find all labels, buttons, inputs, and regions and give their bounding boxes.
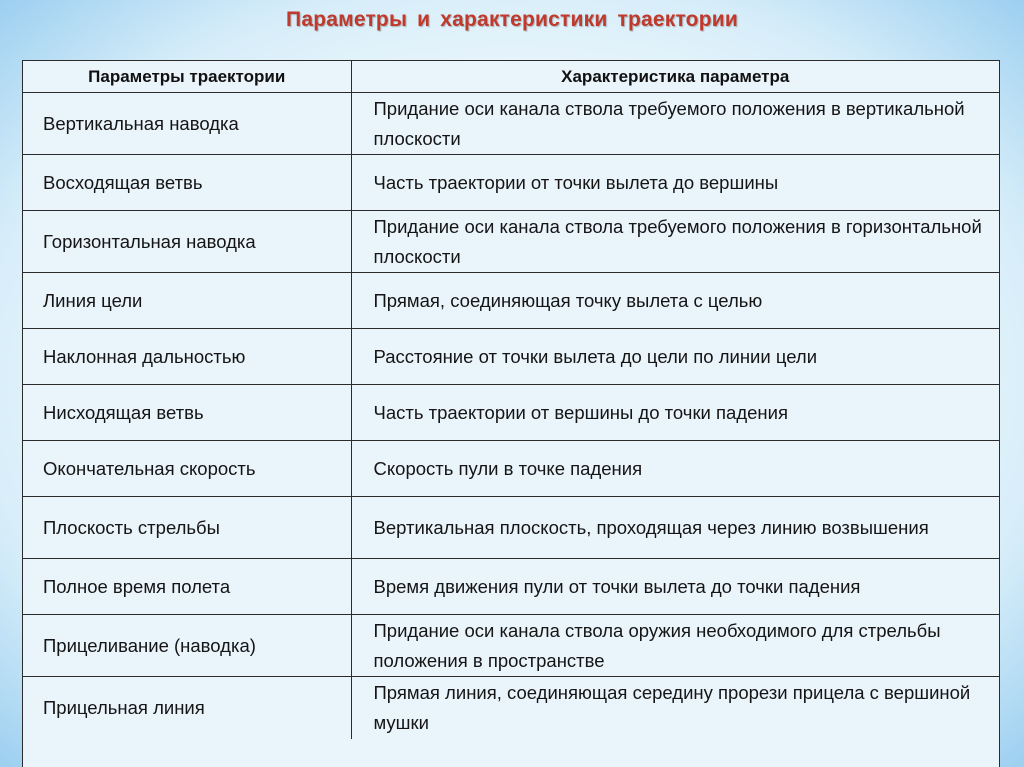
parameter-description: Придание оси канала ствола требуемого положения в вертикальной плоскости bbox=[351, 93, 999, 155]
table-row bbox=[23, 93, 999, 155]
table-row bbox=[23, 385, 999, 441]
header-parameter: Параметры траектории bbox=[23, 61, 351, 93]
header-description: Характеристика параметра bbox=[351, 61, 999, 93]
slide-title: Параметры и характеристики траектории bbox=[286, 8, 738, 31]
table-row bbox=[23, 677, 999, 740]
table-row bbox=[23, 497, 999, 559]
table-row bbox=[23, 329, 999, 385]
parameter-name: Прицеливание (наводка) bbox=[23, 615, 351, 677]
table-row bbox=[23, 155, 999, 211]
parameter-description: Придание оси канала ствола оружия необходимого для стрельбы положения в пространстве bbox=[351, 615, 999, 677]
parameter-description: Скорость пули в точке падения bbox=[351, 441, 999, 497]
parameter-name: Окончательная скорость bbox=[23, 441, 351, 497]
parameter-description: Прямая линия, соединяющая середину прорези прицела с вершиной мушки bbox=[373, 682, 971, 733]
parameter-description: Прямая, соединяющая точку вылета с целью bbox=[351, 273, 999, 329]
parameter-name: Вертикальная наводка bbox=[23, 93, 351, 155]
parameter-name: Прицельная линия bbox=[23, 677, 351, 740]
parameter-description: Часть траектории от вершины до точки падения bbox=[351, 385, 999, 441]
parameter-name: Восходящая ветвь bbox=[23, 155, 351, 211]
parameter-name: Линия цели bbox=[23, 273, 351, 329]
parameter-name: Наклонная дальностью bbox=[23, 329, 351, 385]
parameter-name: Полное время полета bbox=[23, 559, 351, 615]
table-row bbox=[23, 441, 999, 497]
table-row bbox=[23, 559, 999, 615]
table-row bbox=[23, 615, 999, 677]
table-row bbox=[23, 211, 999, 273]
parameter-description: Часть траектории от точки вылета до вершины bbox=[351, 155, 999, 211]
parameter-description: Расстояние от точки вылета до цели по линии цели bbox=[351, 329, 999, 385]
parameters-table-panel bbox=[22, 60, 1000, 767]
parameter-name: Горизонтальная наводка bbox=[23, 211, 351, 273]
parameter-name: Нисходящая ветвь bbox=[23, 385, 351, 441]
parameter-name: Плоскость стрельбы bbox=[23, 497, 351, 559]
parameter-description: Вертикальная плоскость, проходящая через линию возвышения bbox=[351, 497, 999, 559]
parameter-description: Придание оси канала ствола требуемого положения в горизонтальной плоскости bbox=[351, 211, 999, 273]
parameters-table bbox=[23, 61, 999, 739]
parameter-description: Время движения пули от точки вылета до точки падения bbox=[351, 559, 999, 615]
table-row bbox=[23, 273, 999, 329]
table-header-row bbox=[23, 61, 999, 93]
